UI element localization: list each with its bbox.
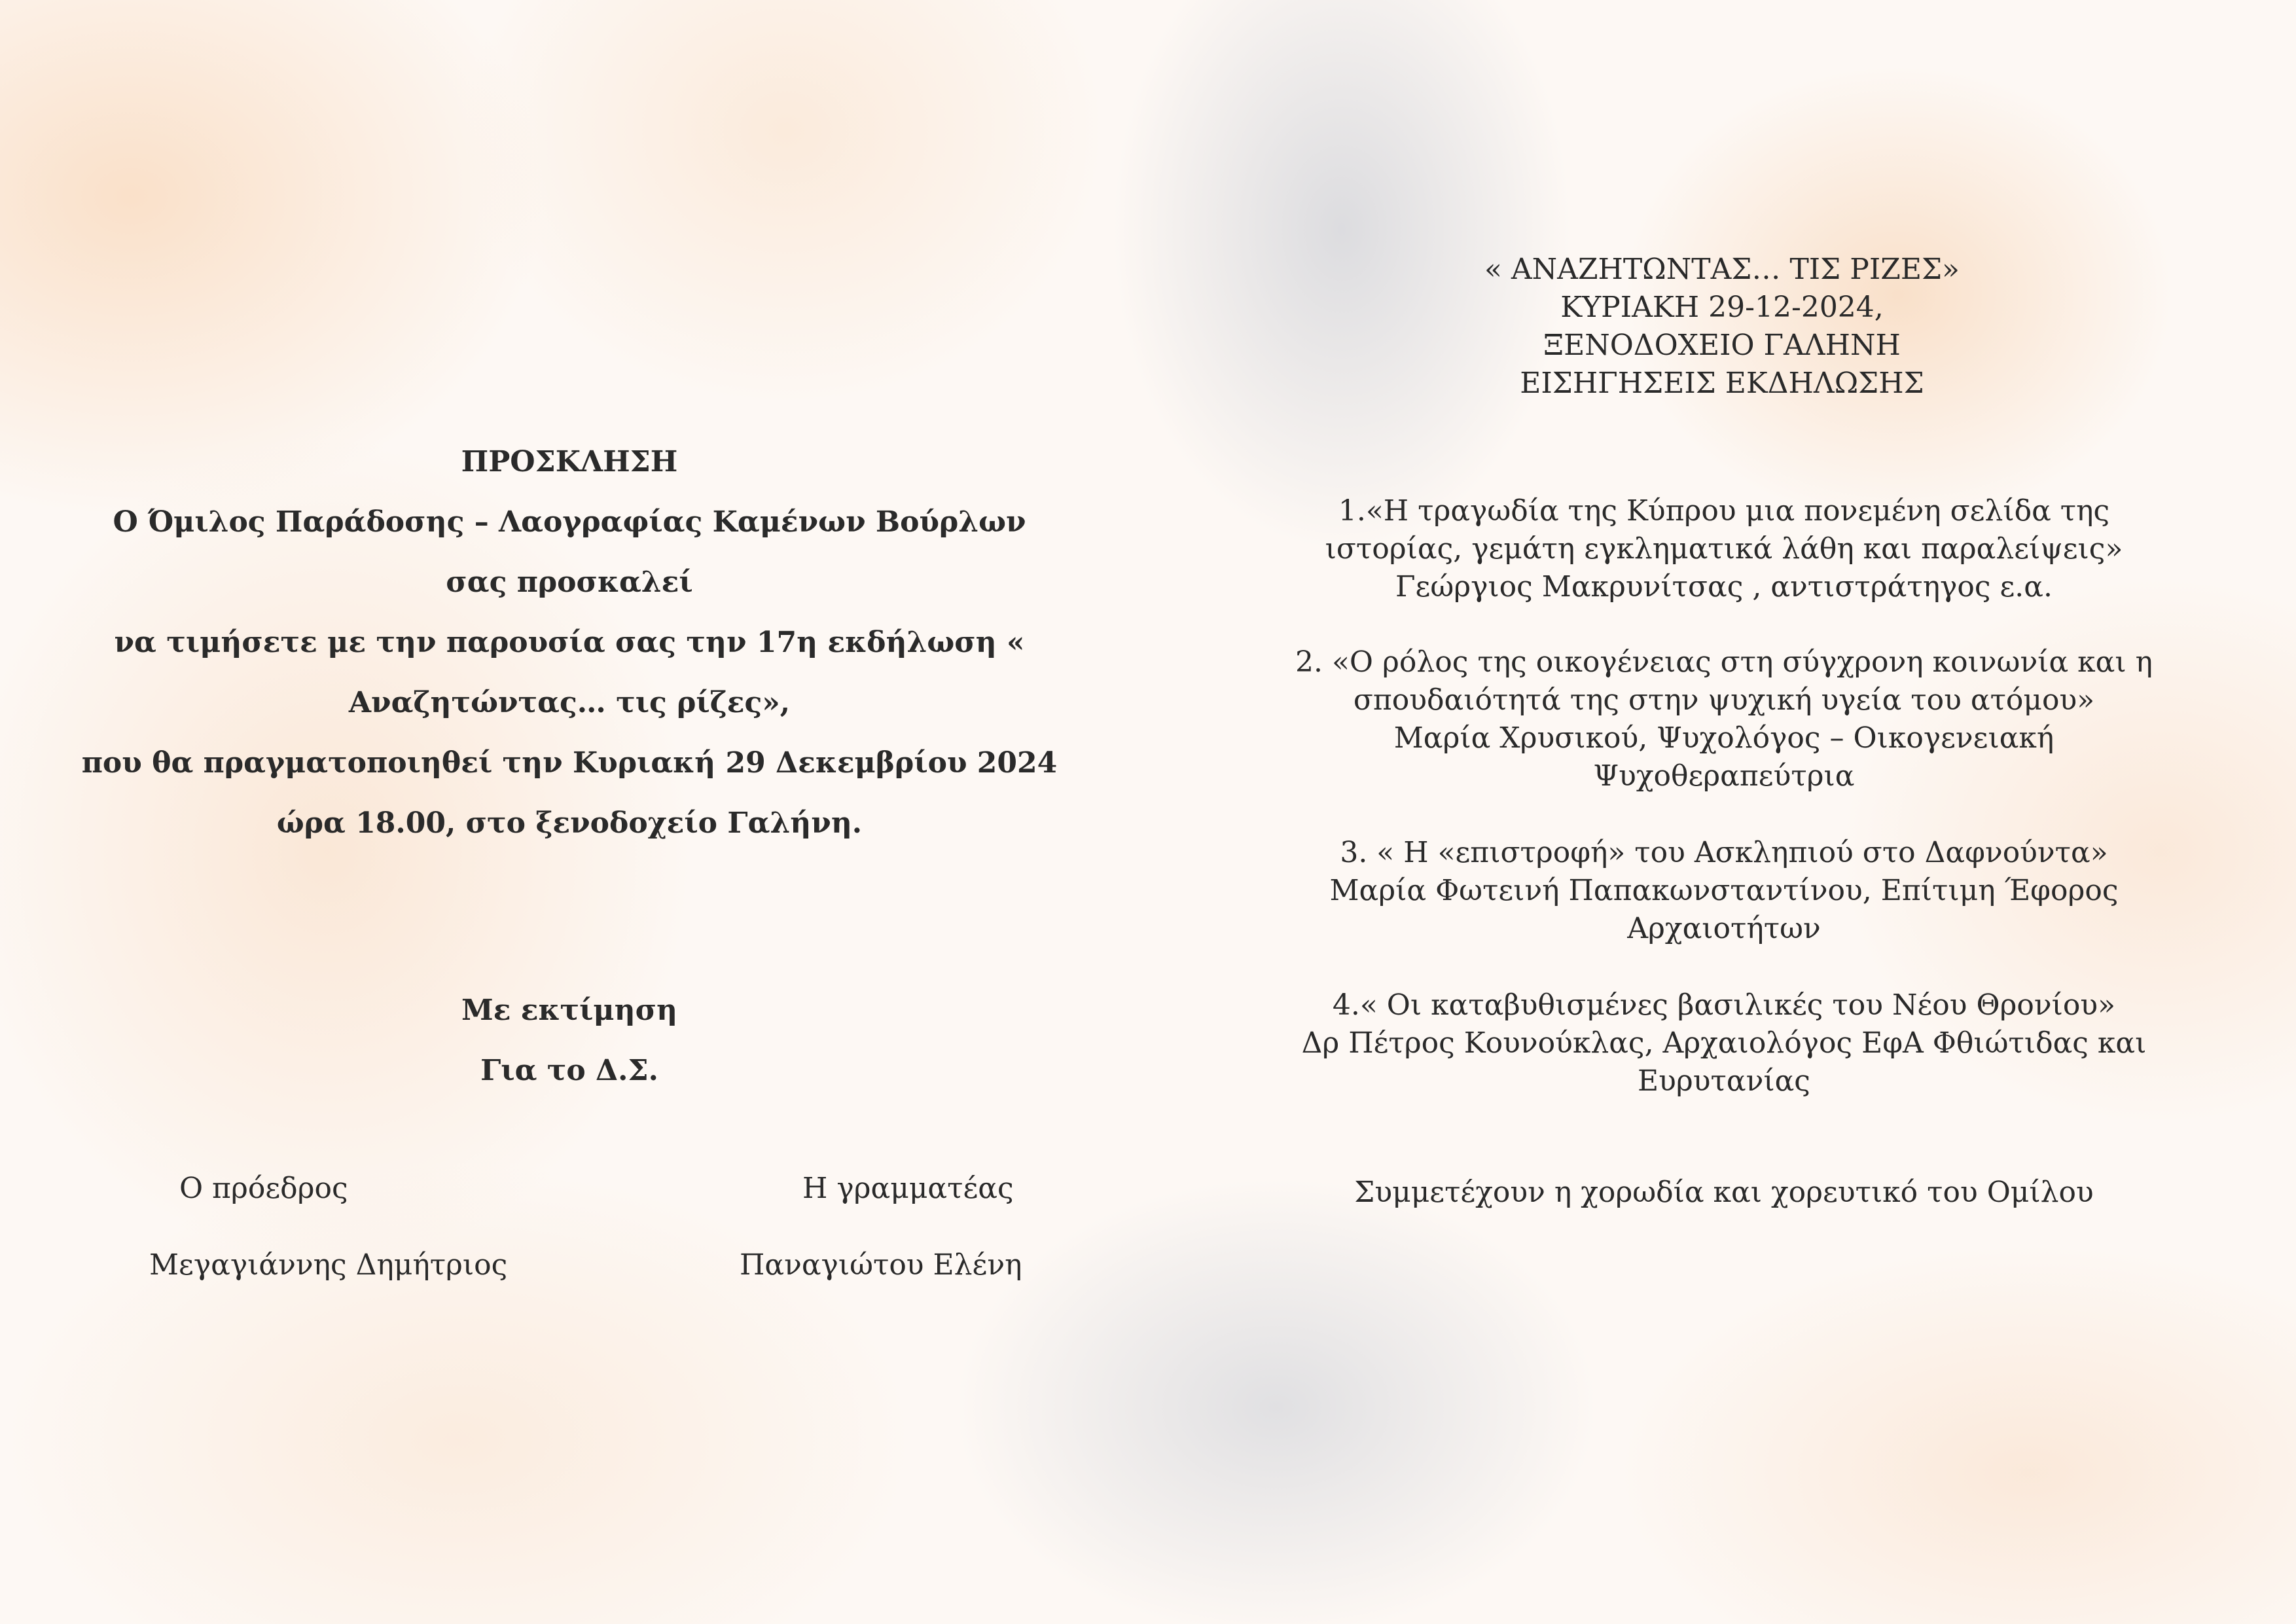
- invitation-line: να τιμήσετε με την παρουσία σας την 17η εκδήλωση «: [114, 626, 1025, 659]
- program-subtitle: ΕΙΣΗΓΗΣΕΙΣ ΕΚΔΗΛΩΣΗΣ: [1520, 367, 1924, 400]
- secretary-name: Παναγιώτου Ελένη: [740, 1248, 1022, 1282]
- talk-speaker: Δρ Πέτρος Κουνούκλας, Αρχαιολόγος ΕφΑ Φθιώτιδας και: [1301, 1026, 2147, 1060]
- talk-line: 1.«Η τραγωδία της Κύπρου μια πονεμένη σελίδα της: [1338, 494, 2110, 528]
- event-title: « ΑΝΑΖΗΤΩΝΤΑΣ… ΤΙΣ ΡΙΖΕΣ»: [1484, 253, 1960, 286]
- talk-item: [1233, 643, 2215, 795]
- secretary-title: Η γραμματέας: [802, 1172, 1014, 1205]
- invitation-line: που θα πραγματοποιηθεί την Κυριακή 29 Δεκεμβρίου 2024: [81, 746, 1058, 780]
- invitation-title: ΠΡΟΣΚΛΗΣΗ: [461, 445, 678, 478]
- program-page: [1148, 0, 2296, 1624]
- talk-speaker: Μαρία Φωτεινή Παπακωνσταντίνου, Επίτιμη Έφορος: [1329, 874, 2119, 907]
- talk-line: 3. « Η «επιστροφή» του Ασκληπιού στο Δαφνούντα»: [1340, 836, 2108, 869]
- talk-speaker: Ψυχοθεραπεύτρια: [1593, 759, 1855, 793]
- talk-speaker: Αρχαιοτήτων: [1627, 912, 1821, 945]
- invitation-line: Ο Όμιλος Παράδοσης – Λαογραφίας Καμένων Βούρλων: [113, 505, 1026, 539]
- talk-item: [1233, 492, 2215, 606]
- talk-line: 4.« Οι καταβυθισμένες βασιλικές του Νέου Θρονίου»: [1332, 988, 2116, 1022]
- invitation-line: σας προσκαλεί: [446, 566, 693, 599]
- talk-line: ιστορίας, γεμάτη εγκληματικά λάθη και παραλείψεις»: [1325, 532, 2123, 566]
- regards-block: [65, 981, 1073, 1101]
- talk-item: [1233, 986, 2215, 1100]
- talk-line: σπουδαιότητά της στην ψυχική υγεία του ατόμου»: [1353, 683, 2095, 717]
- board-text: Για το Δ.Σ.: [480, 1054, 658, 1087]
- talk-item: [1233, 834, 2215, 948]
- invitation-text: [65, 432, 1073, 854]
- president-title: Ο πρόεδρος: [179, 1172, 348, 1205]
- talk-speaker: Μαρία Χρυσικού, Ψυχολόγος – Οικογενειακή: [1393, 721, 2054, 755]
- event-date: ΚΥΡΙΑΚΗ 29-12-2024,: [1560, 291, 1884, 324]
- closing-note: Συμμετέχουν η χορωδία και χορευτικό του Ομίλου: [1354, 1176, 2094, 1209]
- event-venue: ΞΕΝΟΔΟΧΕΙΟ ΓΑΛΗΝΗ: [1543, 329, 1901, 362]
- regards-text: Με εκτίμηση: [461, 994, 678, 1027]
- talk-line: 2. «Ο ρόλος της οικογένειας στη σύγχρονη κοινωνία και η: [1295, 645, 2153, 679]
- talk-speaker: Ευρυτανίας: [1638, 1064, 1810, 1098]
- president-name: Μεγαγιάννης Δημήτριος: [149, 1248, 508, 1282]
- talk-speaker: Γεώργιος Μακρυνίτσας , αντιστράτηγος ε.α.: [1395, 570, 2053, 604]
- invitation-line: Αναζητώντας… τις ρίζες»,: [348, 686, 791, 719]
- invitation-line: ώρα 18.00, στο ξενοδοχείο Γαλήνη.: [276, 806, 863, 840]
- program-header: [1148, 251, 2296, 403]
